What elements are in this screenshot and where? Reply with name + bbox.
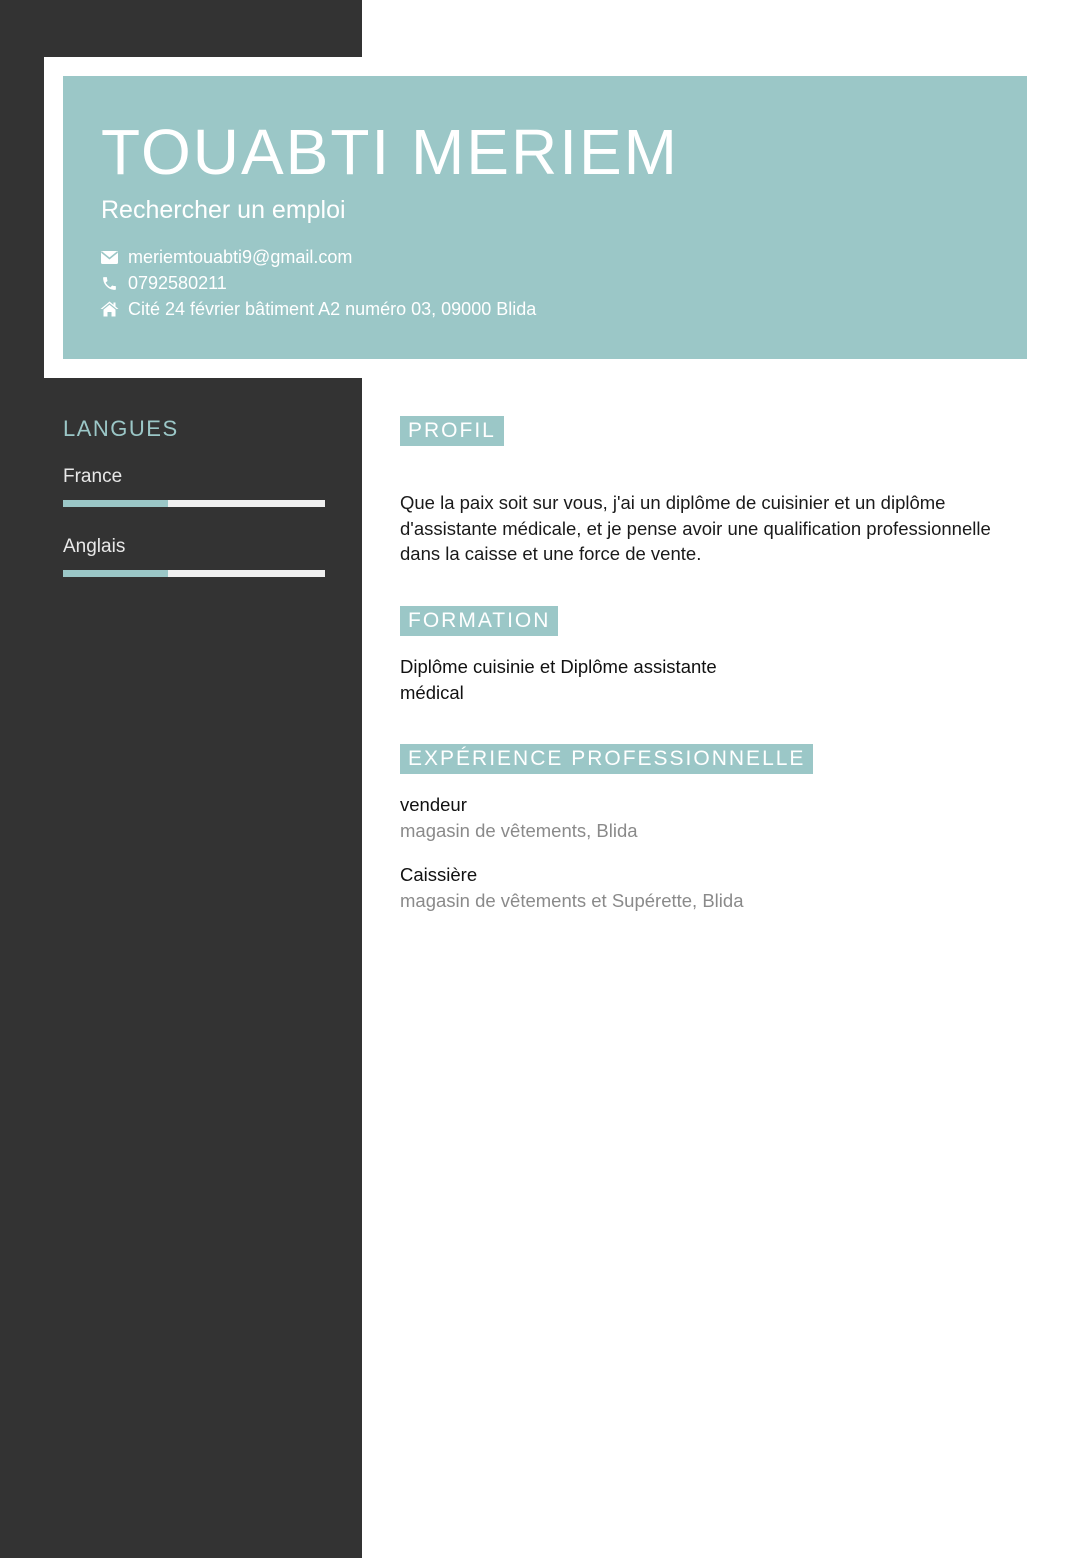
formation-heading: FORMATION bbox=[400, 606, 558, 636]
address-text: Cité 24 février bâtiment A2 numéro 03, 09000 Blida bbox=[128, 298, 537, 319]
header-banner bbox=[63, 76, 1027, 359]
contact-phone[interactable] bbox=[99, 271, 799, 295]
job-objective: Rechercher un emploi bbox=[101, 196, 346, 224]
home-icon bbox=[99, 299, 119, 319]
profile-text: Que la paix soit sur vous, j'ai un diplôme de cuisinier et un diplôme d'assistante médicale, et je pense avoir une qualification professionnelle dans la caisse et une force de vente. bbox=[400, 492, 991, 564]
experience-place: magasin de vêtements et Supérette, Blida bbox=[400, 890, 744, 911]
languages-heading: LANGUES bbox=[63, 416, 179, 441]
email-text: meriemtouabti9@gmail.com bbox=[128, 246, 353, 267]
candidate-name: TOUABTI MERIEM bbox=[101, 116, 679, 188]
phone-icon bbox=[99, 273, 119, 293]
contact-address bbox=[99, 297, 799, 321]
language-level-bar bbox=[63, 570, 325, 577]
language-name: France bbox=[63, 466, 123, 487]
formation-text: Diplôme cuisinie et Diplôme assistante médical bbox=[400, 656, 717, 703]
language-level-bar bbox=[63, 500, 325, 507]
contact-email[interactable] bbox=[99, 245, 799, 269]
language-level-fill bbox=[63, 500, 168, 507]
experience-heading: EXPÉRIENCE PROFESSIONNELLE bbox=[400, 744, 813, 774]
language-name: Anglais bbox=[63, 536, 126, 557]
profile-heading: PROFIL bbox=[400, 416, 504, 446]
experience-title: Caissière bbox=[400, 864, 478, 885]
experience-place: magasin de vêtements, Blida bbox=[400, 820, 638, 841]
phone-text: 0792580211 bbox=[128, 272, 227, 293]
language-level-fill bbox=[63, 570, 168, 577]
experience-title: vendeur bbox=[400, 794, 467, 815]
envelope-icon bbox=[99, 247, 119, 267]
